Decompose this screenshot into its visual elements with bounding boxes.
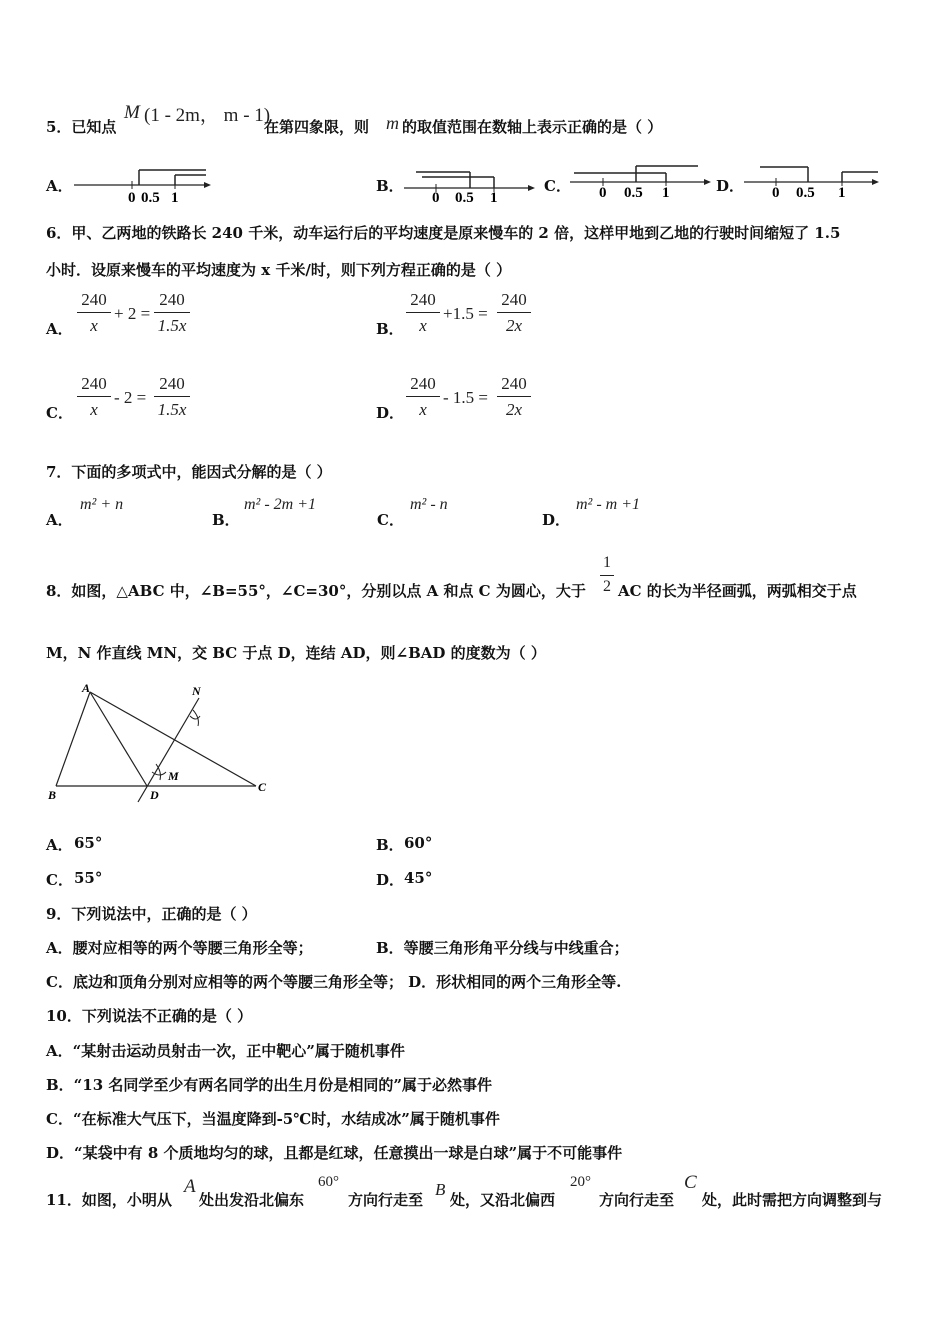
tick-1: 1 xyxy=(662,185,670,201)
q10-option-c[interactable]: C．“在标准大气压下，当温度降到-5℃时，水结成冰”属于随机事件 xyxy=(46,1110,500,1128)
q7-expr: m² - m +1 xyxy=(576,496,641,513)
tick-0: 0 xyxy=(432,190,440,205)
tick-0: 0 xyxy=(128,190,136,205)
q6-line-2: 小时．设原来慢车的平均速度为 x 千米/时，则下列方程正确的是（ ） xyxy=(46,261,512,279)
q11-part-6: 处，此时需把方向调整到与 xyxy=(702,1191,883,1209)
fraction: 240 x xyxy=(77,374,111,424)
fraction: 240 1.5x xyxy=(154,374,190,424)
q10-stem: 10．下列说法不正确的是（ ） xyxy=(46,1007,253,1025)
q5-coords: (1 - 2m， m - 1) xyxy=(144,105,271,126)
tick-0: 0 xyxy=(599,185,607,201)
fraction: 240 x xyxy=(406,290,440,340)
tick-1: 1 xyxy=(171,190,179,205)
operator: + 2 = xyxy=(114,304,151,323)
q5-option-label: A． xyxy=(46,177,73,195)
tick-half: 0.5 xyxy=(796,185,815,201)
q9-option-b[interactable]: B．等腰三角形角平分线与中线重合； xyxy=(376,939,629,957)
q11-part-5: 方向行走至 xyxy=(599,1191,675,1209)
q10-option-a[interactable]: A．“某射击运动员射击一次，正中靶心”属于随机事件 xyxy=(46,1042,405,1060)
q11-degree-1: 60° xyxy=(318,1174,339,1190)
q6-option-label: C． xyxy=(46,404,73,422)
q8-option-label: B． xyxy=(376,836,404,854)
q8-line-1a: 8．如图，△ABC 中，∠B=55°，∠C=30°，分别以点 A 和点 C 为圆心，大于 xyxy=(46,582,586,600)
q6-line-1: 6．甲、乙两地的铁路长 240 千米，动车运行后的平均速度是原来慢车的 2 倍，这样甲地到乙地的行驶时间缩短了 1.5 xyxy=(46,224,841,242)
q11-point-c: C xyxy=(684,1172,697,1193)
q7-option-label: B． xyxy=(212,511,240,529)
q10-option-b[interactable]: B．“13 名同学至少有两名同学的出生月份是相同的”属于必然事件 xyxy=(46,1076,493,1094)
q5-point: M xyxy=(124,102,140,123)
q9-option-a[interactable]: A．腰对应相等的两个等腰三角形全等； xyxy=(46,939,313,957)
fraction: 240 x xyxy=(406,374,440,424)
q11-point-b: B xyxy=(435,1180,446,1199)
q6-option-label: B． xyxy=(376,320,404,338)
q7-expr: m² - 2m +1 xyxy=(244,496,317,513)
number-line-b xyxy=(400,163,540,205)
q5-suffix-a: 在第四象限，则 xyxy=(264,118,370,136)
half-fraction: 1 2 xyxy=(600,554,614,600)
label-m: M xyxy=(168,769,179,783)
tick-1: 1 xyxy=(838,185,846,201)
label-a: A xyxy=(82,681,91,695)
tick-half: 0.5 xyxy=(141,190,160,205)
q11-part-2: 处出发沿北偏东 xyxy=(199,1191,305,1209)
q8-option-label: C． xyxy=(46,871,73,889)
operator: - 1.5 = xyxy=(443,388,488,407)
fraction: 240 1.5x xyxy=(154,290,190,340)
q7-expr: m² + n xyxy=(80,496,124,513)
q8-option-text: 55° xyxy=(74,869,103,887)
q5-prefix: 5．已知点 xyxy=(46,118,117,136)
fraction: 240 x xyxy=(77,290,111,340)
q7-option-label: C． xyxy=(377,511,404,529)
number-line-c xyxy=(566,160,716,202)
q5-option-label: C． xyxy=(544,177,571,195)
q7-option-label: A． xyxy=(46,511,73,529)
q8-option-text: 45° xyxy=(404,869,433,887)
q9-stem: 9．下列说法中，正确的是（ ） xyxy=(46,905,257,923)
fraction: 240 2x xyxy=(497,290,531,340)
q10-option-d[interactable]: D．“某袋中有 8 个质地均匀的球，且都是红球，任意摸出一球是白球”属于不可能事件 xyxy=(46,1144,623,1162)
tick-half: 0.5 xyxy=(455,190,474,205)
tick-0: 0 xyxy=(772,185,780,201)
label-d: D xyxy=(150,788,159,802)
q5-suffix-b: 的取值范围在数轴上表示正确的是（ ） xyxy=(402,118,663,136)
label-b: B xyxy=(48,788,57,802)
q7-stem: 7．下面的多项式中，能因式分解的是（ ） xyxy=(46,463,332,481)
q5-option-label: D． xyxy=(716,177,745,195)
q9-option-cd[interactable]: C．底边和顶角分别对应相等的两个等腰三角形全等； D．形状相同的两个三角形全等. xyxy=(46,973,622,991)
tick-half: 0.5 xyxy=(624,185,643,201)
q11-part-4: 处，又沿北偏西 xyxy=(450,1191,556,1209)
q5-option-label: B． xyxy=(376,177,404,195)
q11-part-1: 11．如图，小明从 xyxy=(46,1191,172,1209)
operator: +1.5 = xyxy=(443,304,488,323)
q8-line-1b: AC 的长为半径画弧，两弧相交于点 xyxy=(618,582,857,600)
q8-option-text: 60° xyxy=(404,834,433,852)
triangle-figure xyxy=(44,680,274,805)
q8-option-text: 65° xyxy=(74,834,103,852)
number-line-d xyxy=(740,160,885,202)
q11-part-3: 方向行走至 xyxy=(348,1191,424,1209)
q5-var: m xyxy=(386,113,399,133)
q8-line-2: M，N 作直线 MN，交 BC 于点 D，连结 AD，则∠BAD 的度数为（ ） xyxy=(46,644,546,662)
q8-option-label: A． xyxy=(46,836,73,854)
q7-expr: m² - n xyxy=(410,496,448,513)
number-line-a xyxy=(70,163,215,205)
q6-option-label: D． xyxy=(376,404,405,422)
q11-point-a: A xyxy=(184,1176,196,1197)
label-c: C xyxy=(258,780,267,794)
q7-option-label: D． xyxy=(542,511,571,529)
q11-degree-2: 20° xyxy=(570,1174,591,1190)
operator: - 2 = xyxy=(114,388,147,407)
tick-1: 1 xyxy=(490,190,498,205)
q6-option-label: A． xyxy=(46,320,73,338)
q8-option-label: D． xyxy=(376,871,405,889)
fraction: 240 2x xyxy=(497,374,531,424)
label-n: N xyxy=(192,684,201,698)
